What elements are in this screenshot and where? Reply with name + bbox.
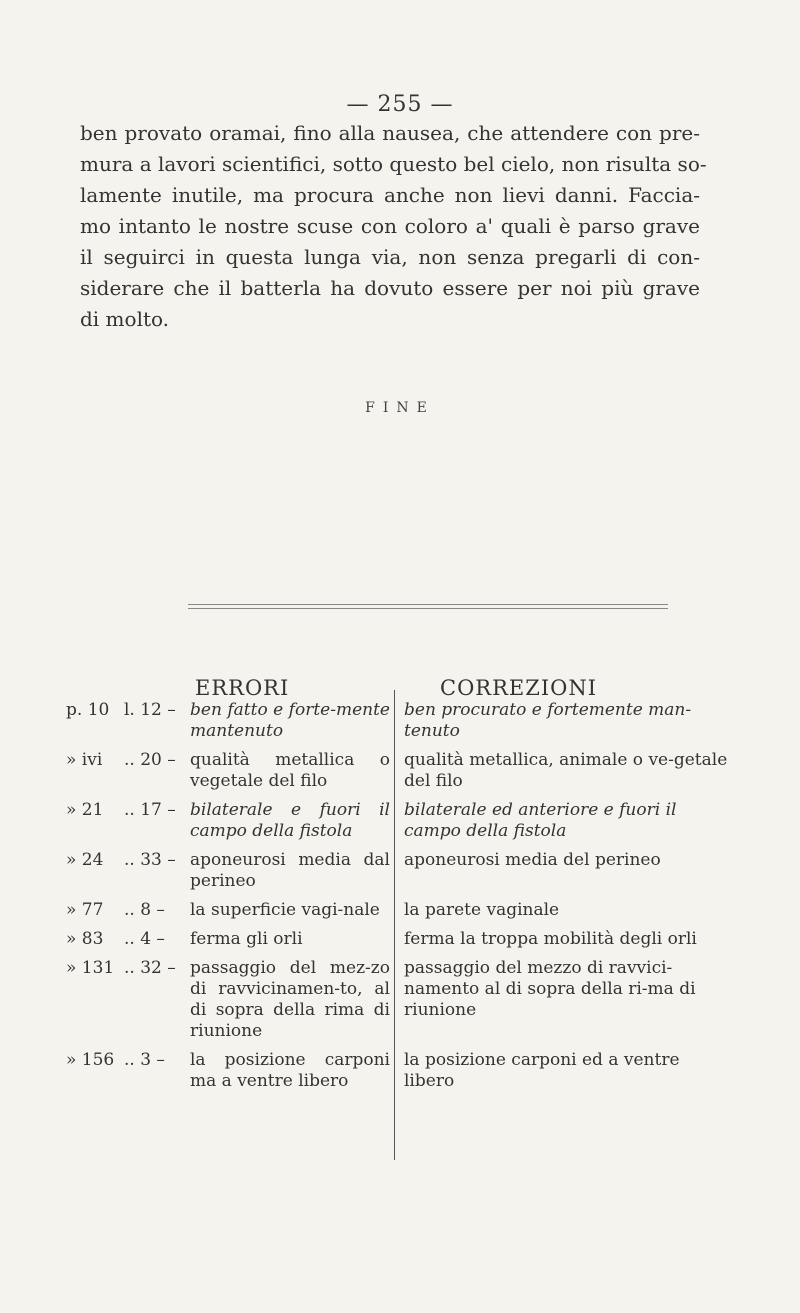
double-rule-divider	[188, 604, 668, 609]
errata-error-text: ben fatto e forte-mente mantenuto	[190, 700, 390, 741]
errata-correction-text: ferma la troppa mobilità degli orli	[404, 929, 697, 949]
errata-page-ref: » 83	[66, 929, 104, 949]
paragraph-line: di molto.	[80, 307, 170, 331]
errata-error-text: qualità metallica o vegetale del filo	[190, 750, 390, 791]
errata-line-ref: l. 12 –	[124, 700, 176, 720]
errata-correction-text: la posizione carponi ed a ventre libero	[404, 1050, 680, 1091]
errata-line-ref: .. 32 –	[124, 958, 176, 978]
errata-page-ref: p. 10	[66, 700, 110, 720]
closing-paragraph	[80, 118, 707, 335]
errata-correction-text: la parete vaginale	[404, 900, 560, 920]
errata-table	[66, 700, 734, 1100]
errata-correction-text: bilaterale ed anteriore e fuori il campo della fistola	[404, 800, 677, 841]
errata-correction-text: qualità metallica, animale o ve-getale del filo	[404, 750, 728, 791]
end-mark: FINE	[365, 400, 435, 416]
errata-error-text: la posizione carponi ma a ventre libero	[190, 1050, 390, 1091]
errata-correction-text: aponeurosi media del perineo	[404, 850, 661, 870]
errata-line-ref: .. 8 –	[124, 900, 165, 920]
errata-row	[66, 850, 734, 900]
errata-line-ref: .. 3 –	[124, 1050, 165, 1070]
errata-page-ref: » 156	[66, 1050, 115, 1070]
errata-line-ref: .. 17 –	[124, 800, 176, 820]
errata-page-ref: » 21	[66, 800, 104, 820]
paragraph-line: il seguirci in questa lunga via, non senza pregarli di con-	[80, 245, 700, 269]
errata-row	[66, 800, 734, 850]
errata-line-ref: .. 20 –	[124, 750, 176, 770]
errata-row	[66, 700, 734, 750]
errors-heading: ERRORI	[195, 676, 290, 700]
errata-line-ref: .. 33 –	[124, 850, 176, 870]
errata-row	[66, 1050, 734, 1100]
errata-correction-text: ben procurato e fortemente man-tenuto	[404, 700, 692, 741]
paragraph-line: ben provato oramai, fino alla nausea, che attendere con pre-	[80, 121, 700, 145]
errata-error-text: bilaterale e fuori il campo della fistola	[190, 800, 390, 841]
errata-error-text: ferma gli orli	[190, 929, 303, 949]
errata-error-text: aponeurosi media dal perineo	[190, 850, 390, 891]
page-number: — 255 —	[346, 92, 454, 117]
errata-page-ref: » 131	[66, 958, 115, 978]
paragraph-line: siderare che il batterla ha dovuto essere per noi più grave	[80, 276, 700, 300]
errata-line-ref: .. 4 –	[124, 929, 165, 949]
errata-error-text: passaggio del mez-zo di ravvicinamen-to, al di sopra della rima di riunione	[190, 958, 390, 1041]
corrections-heading: CORREZIONI	[440, 676, 598, 700]
paragraph-line: mura a lavori scientifici, sotto questo bel cielo, non risulta so-	[80, 152, 707, 176]
paragraph-line: mo intanto le nostre scuse con coloro a' quali è parso grave	[80, 214, 700, 238]
errata-page-ref: » 24	[66, 850, 104, 870]
errata-row	[66, 958, 734, 1050]
errata-error-text: la superficie vagi-nale	[190, 900, 380, 920]
errata-row	[66, 929, 734, 958]
paragraph-line: lamente inutile, ma procura anche non lievi danni. Faccia-	[80, 183, 700, 207]
errata-correction-text: passaggio del mezzo di ravvici-namento al di sopra della ri-ma di riunione	[404, 958, 696, 1020]
errata-row	[66, 900, 734, 929]
errata-page-ref: » ivi	[66, 750, 103, 770]
errata-page-ref: » 77	[66, 900, 104, 920]
errata-row	[66, 750, 734, 800]
